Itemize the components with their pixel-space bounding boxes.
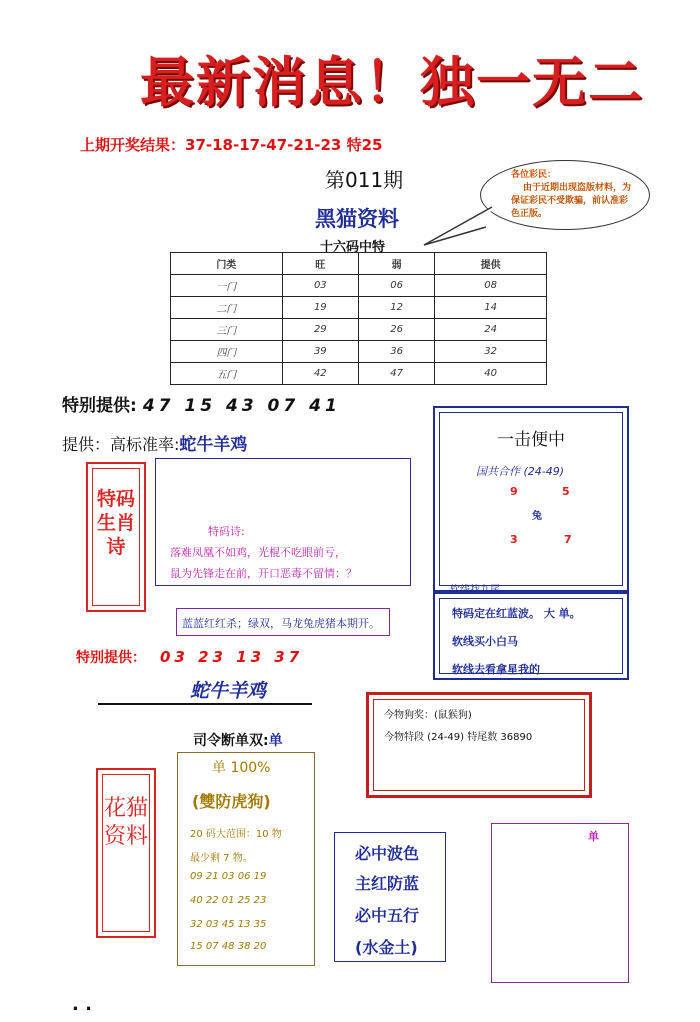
hit-box-2-line1: 特码定在红蓝波。 大 单。 xyxy=(452,607,581,620)
table-header: 旺 xyxy=(282,253,358,275)
table-cell: 26 xyxy=(358,319,434,341)
table-cell: 06 xyxy=(358,275,434,297)
hit-box-middle: 兔 xyxy=(532,511,542,522)
wave-box xyxy=(334,832,446,962)
pct-numbers: 32 03 45 13 35 xyxy=(190,919,267,930)
section-title: 黑猫资料 xyxy=(315,206,399,231)
table-cell: 47 xyxy=(358,363,434,385)
table-cell: 36 xyxy=(358,341,434,363)
special-provide-2-label: 特别提供： xyxy=(76,650,146,666)
issue-number: 第011期 xyxy=(325,168,404,192)
special-provide xyxy=(62,391,341,416)
flower-title-box xyxy=(96,768,156,938)
provide-animals: 蛇牛羊鸡 xyxy=(179,435,248,455)
table-cell: 一门 xyxy=(171,275,283,297)
table-cell: 40 xyxy=(435,363,547,385)
red-box-line2: 今物特段 (24-49) 特尾数 36890 xyxy=(384,732,533,743)
table-cell: 24 xyxy=(435,319,547,341)
table-cell: 42 xyxy=(282,363,358,385)
special-provide-2-numbers: 03 23 13 37 xyxy=(160,648,304,666)
table-row xyxy=(171,319,547,341)
notice-bubble xyxy=(480,160,650,230)
table-cell: 12 xyxy=(358,297,434,319)
table-row xyxy=(171,297,547,319)
poem-line1: 落难凤凰不如鸡，光棍不吃眼前亏， xyxy=(170,546,346,559)
hit-box-number: 5 xyxy=(562,485,570,498)
hit-box-footer: 软线找九尾 xyxy=(450,585,500,596)
special-provide-numbers: 47 15 43 07 41 xyxy=(142,396,341,416)
table-cell: 14 xyxy=(435,297,547,319)
hit-box-inner xyxy=(439,412,623,596)
table-cell: 03 xyxy=(282,275,358,297)
poem-line2: 鼠为先锋走在前，开口恶毒不留情：？ xyxy=(170,567,357,580)
bubble-tail xyxy=(420,205,500,250)
headline: 最新消息！独一无二 xyxy=(140,50,644,114)
divider xyxy=(98,703,312,705)
footer-dots: . . xyxy=(72,994,92,1015)
special-provide-label: 特别提供: xyxy=(62,396,137,416)
poem-title: 特码生肖诗 xyxy=(92,468,140,606)
wave-line1: 必中波色 xyxy=(355,844,420,863)
table-row xyxy=(171,275,547,297)
table-row xyxy=(171,363,547,385)
hit-box-title: 一击便中 xyxy=(497,430,565,450)
color-note: 蓝蓝红红杀；绿双，马龙兔虎猪本期开。 xyxy=(176,608,390,636)
hit-box-subtitle: 国共合作 (24-49) xyxy=(476,465,565,478)
wave-line2: 主红防蓝 xyxy=(355,874,420,893)
siling-line xyxy=(193,730,283,750)
hit-box-number: 3 xyxy=(510,533,518,546)
poem-label: 特码诗: xyxy=(208,525,245,538)
bubble-line1: 各位彩民： xyxy=(511,170,557,180)
pct-numbers: 09 21 03 06 19 xyxy=(190,871,267,882)
hit-box-number: 9 xyxy=(510,485,518,498)
flower-title: 花猫资料 xyxy=(102,774,150,932)
table-cell: 三门 xyxy=(171,319,283,341)
table-cell: 四门 xyxy=(171,341,283,363)
pct-line2: (雙防虎狗) xyxy=(192,792,271,811)
table-header: 弱 xyxy=(358,253,434,275)
siling-value: 单 xyxy=(268,733,283,749)
provide-line xyxy=(62,430,247,455)
percentage-box xyxy=(177,752,315,966)
previous-result: 上期开奖结果：37-18-17-47-21-23 特25 xyxy=(80,136,383,154)
table-row xyxy=(171,341,547,363)
wave-line4: (水金土) xyxy=(355,938,418,957)
hit-box-2 xyxy=(433,592,629,680)
prediction-table xyxy=(170,252,547,385)
pct-numbers: 15 07 48 38 20 xyxy=(190,941,267,952)
wave-line3: 必中五行 xyxy=(355,906,420,925)
hit-box-2-line3: 软线去看拿星我的 xyxy=(452,663,540,676)
table-header: 提供 xyxy=(435,253,547,275)
pct-line3: 20 码大范围：10 物 xyxy=(190,829,282,840)
bubble-line2: 由于近期出现盗版材料，为保证彩民不受欺骗，前认准彩色正版。 xyxy=(511,183,632,219)
table-header-row xyxy=(171,253,547,275)
siling-label: 司令断单双: xyxy=(193,733,269,749)
provide-label: 提供：高标准率: xyxy=(62,435,180,454)
pct-line1: 单 100% xyxy=(212,760,271,776)
special-provide-2 xyxy=(76,647,303,667)
animals-large: 蛇牛羊鸡 xyxy=(190,680,267,702)
table-title: 十六码中特 xyxy=(320,240,386,255)
poem-title-box xyxy=(86,462,146,612)
table-cell: 二门 xyxy=(171,297,283,319)
table-cell: 39 xyxy=(282,341,358,363)
blank-box xyxy=(491,823,629,983)
pct-numbers: 40 22 01 25 23 xyxy=(190,895,267,906)
red-box xyxy=(366,692,592,798)
pct-line4: 最少剩 7 物。 xyxy=(190,853,253,864)
table-cell: 19 xyxy=(282,297,358,319)
table-cell: 五门 xyxy=(171,363,283,385)
hit-box-2-line2: 软线买小白马 xyxy=(452,635,518,648)
table-header: 门类 xyxy=(171,253,283,275)
hit-box-number: 7 xyxy=(564,533,572,546)
red-box-line1: 今物狗奖：(鼠猴狗) xyxy=(384,710,472,721)
hit-box-2-inner xyxy=(439,598,623,674)
table-cell: 08 xyxy=(435,275,547,297)
hit-box xyxy=(433,406,629,596)
poem-box xyxy=(155,458,411,586)
table-cell: 29 xyxy=(282,319,358,341)
table-cell: 32 xyxy=(435,341,547,363)
red-box-inner xyxy=(373,699,585,791)
blank-box-mark: 单 xyxy=(588,830,599,843)
